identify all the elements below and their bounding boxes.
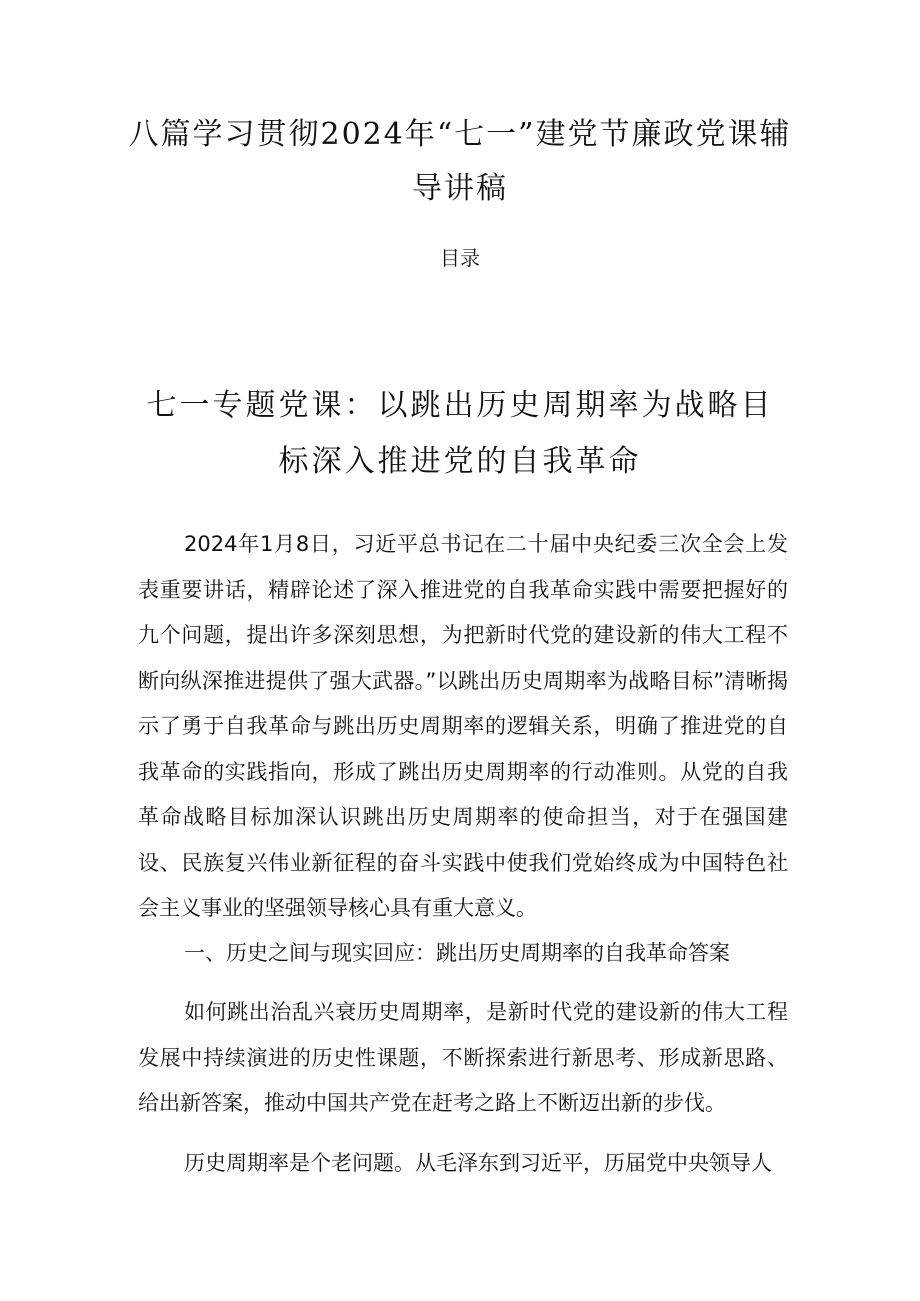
body-paragraph: 2024年1月8日，习近平总书记在二十届中央纪委三次全会上发表重要讲话，精辟论述了深入推进党的自我革命实践中需要把握好的九个问题，提出许多深刻思想，为把新时代党的建设新的伟大工程不断向纵深推进提供了强大武器。”以跳出历史周期率为战略目标”清晰揭示了勇于自我革命与跳出历史周期率的逻辑关系，明确了推进党的自我革命的实践指向，形成了跳出历史周期率的行动准则。从党的自我革命战略目标加深认识跳出历史周期率的使命担当，对于在强国建设、民族复兴伟业新征程的奋斗实践中使我们党始终成为中国特色社会主义事业的坚强领导核心具有重大意义。 <box>138 532 788 920</box>
subsection-heading: 一、历史之间与现实回应：跳出历史周期率的自我革命答案 <box>184 941 730 965</box>
section-title: 七一专题党课：以跳出历史周期率为战略目标深入推进党的自我革命 <box>146 388 774 479</box>
body-paragraph: 历史周期率是个老问题。从毛泽东到习近平，历届党中央领导人 <box>184 1151 772 1175</box>
document-title: 八篇学习贯彻2024年“七一”建党节廉政党课辅导讲稿 <box>128 117 792 206</box>
toc-heading: 目录 <box>440 246 480 270</box>
body-paragraph: 如何跳出治乱兴衰历史周期率，是新时代党的建设新的伟大工程发展中持续演进的历史性课题，不断探索进行新思考、形成新思路、给出新答案，推动中国共产党在赶考之路上不断迈出新的步伐。 <box>138 1000 788 1115</box>
